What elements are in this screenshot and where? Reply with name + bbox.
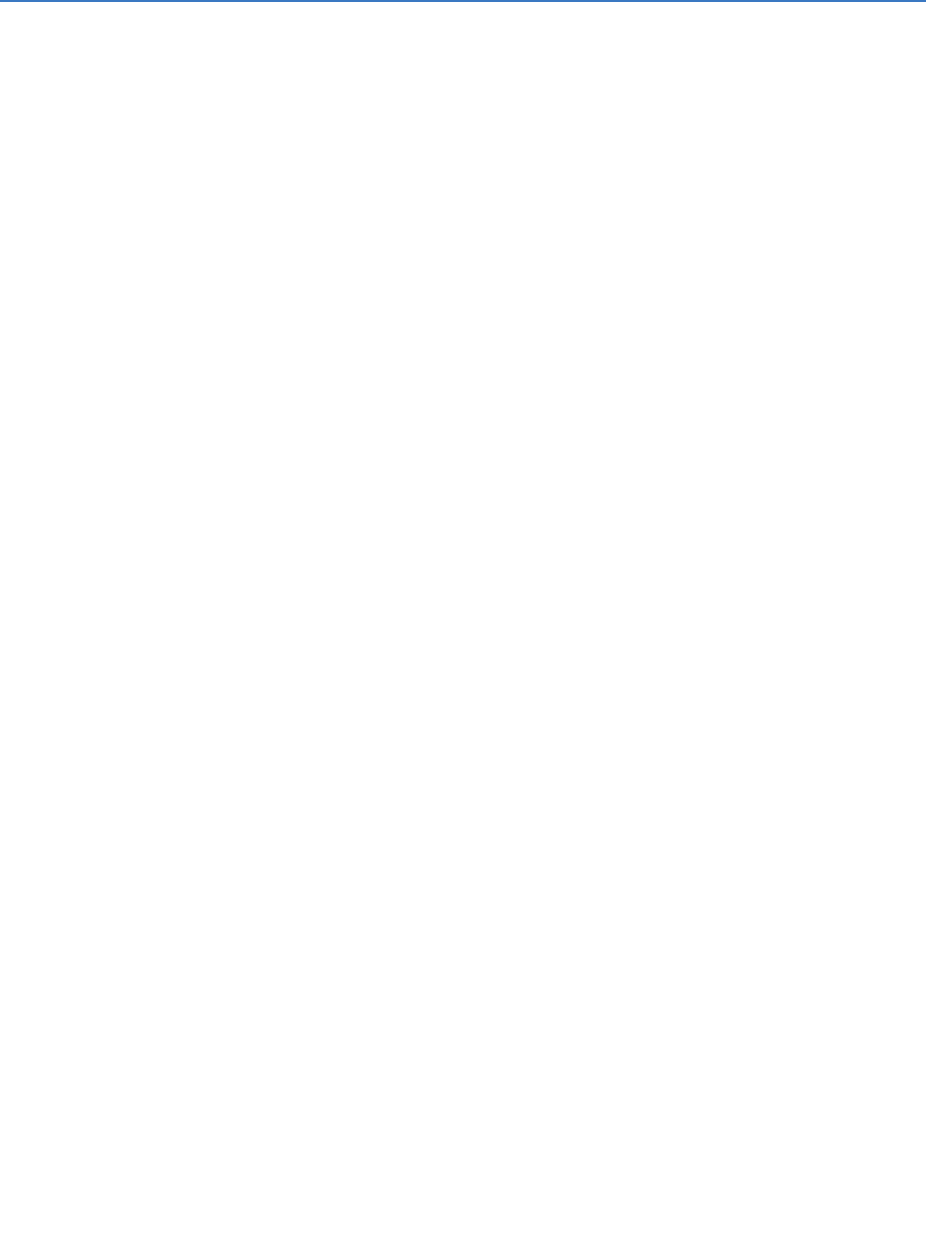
top-border bbox=[0, 0, 926, 2]
other-ingredients-line1 bbox=[19, 1163, 25, 1197]
